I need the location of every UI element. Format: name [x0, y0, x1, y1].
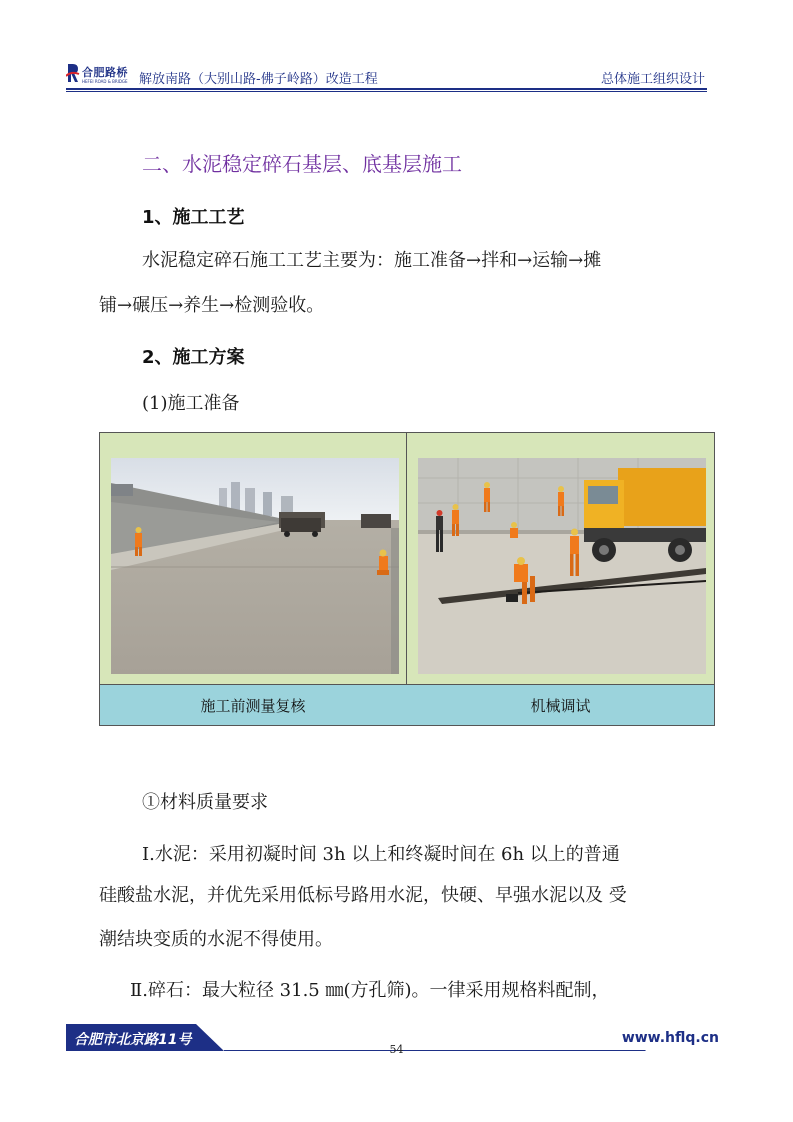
- caption-survey-check: 施工前测量复核: [200, 697, 306, 715]
- table-column-divider: [406, 433, 407, 725]
- materials-heading: ①材料质量要求: [142, 792, 268, 813]
- gravel-text-line-1: Ⅱ.碎石：最大粒径 31.5 ㎜(方孔筛)。一律采用规格料配制，: [130, 980, 610, 1001]
- cement-text-line-2: 硅酸盐水泥，并优先采用低标号路用水泥，快硬、早强水泥以及 受: [99, 885, 627, 906]
- header-divider-thin: [66, 91, 707, 92]
- header-divider: [66, 88, 707, 90]
- photo-machine-test: [418, 458, 706, 674]
- header-document-type: 总体施工组织设计: [600, 72, 705, 87]
- logo-mark-icon: [66, 62, 80, 84]
- photo-survey-check: [111, 458, 399, 674]
- process-text-line-1: 水泥稳定碎石施工工艺主要为：施工准备→拌和→运输→摊: [142, 250, 602, 271]
- logo-text-en: HEFEI ROAD & BRIDGE: [82, 79, 128, 84]
- photo-table: [99, 432, 715, 726]
- cement-text-line-3: 潮结块变质的水泥不得使用。: [99, 929, 333, 950]
- footer-address: 合肥市北京路11号: [74, 1032, 192, 1048]
- subsection-heading-plan: 2、施工方案: [142, 347, 245, 368]
- caption-machine-test: 机械调试: [530, 697, 591, 715]
- process-text-line-2: 铺→碾压→养生→检测验收。: [99, 295, 325, 316]
- section-title: 二、水泥稳定碎石基层、底基层施工: [142, 152, 462, 176]
- cement-text-line-1: Ⅰ.水泥：采用初凝时间 3h 以上和终凝时间在 6h 以上的普通: [142, 844, 620, 865]
- header-project-title: 解放南路（大别山路-佛子岭路）改造工程: [139, 72, 378, 87]
- logo-text-cn: 合肥路桥: [82, 66, 128, 79]
- footer-website[interactable]: www.hflq.cn: [621, 1030, 719, 1046]
- plan-item-preparation: (1)施工准备: [142, 393, 240, 414]
- worker-figure: [510, 522, 518, 538]
- subsection-heading-process: 1、施工工艺: [142, 207, 245, 228]
- page-number: 54: [389, 1043, 404, 1056]
